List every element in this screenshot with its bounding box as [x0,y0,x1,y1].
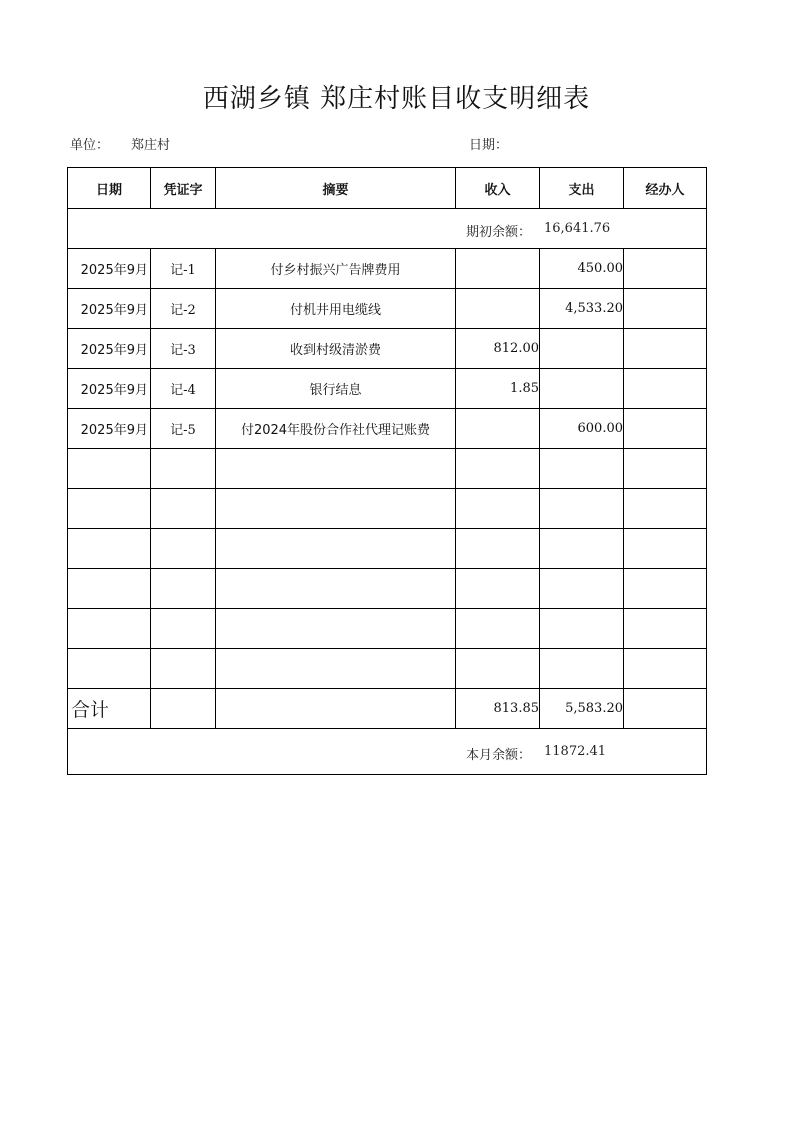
cell-handler [624,289,707,329]
date-label: 日期： [469,138,509,153]
table-row [68,489,707,529]
cell-handler [624,409,707,449]
header-summary: 摘要 [216,168,456,209]
closing-balance-label: 本月余额： [466,748,532,763]
total-income: 813.85 [456,689,540,729]
table-row [68,449,707,489]
cell-handler [624,609,707,649]
cell-voucher [151,529,216,569]
opening-balance-row [68,209,707,249]
cell-handler [624,649,707,689]
cell-date: 2025年9月 [68,289,151,329]
cell-summary: 付2024年股份合作社代理记账费 [216,409,456,449]
cell-date [68,609,151,649]
cell-income [456,649,540,689]
total-label: 合计 [68,689,151,729]
cell-handler [624,489,707,529]
cell-voucher [151,489,216,529]
total-handler-empty [624,689,707,729]
cell-summary [216,649,456,689]
cell-income [456,529,540,569]
cell-handler [624,529,707,569]
cell-income [456,249,540,289]
closing-balance-row [68,729,707,775]
cell-expense [540,489,624,529]
cell-voucher [151,449,216,489]
cell-voucher: 记-3 [151,329,216,369]
table-row [68,329,707,369]
ledger-table [67,167,707,775]
cell-handler [624,369,707,409]
total-summary-empty [216,689,456,729]
cell-handler [624,449,707,489]
total-expense: 5,583.20 [540,689,624,729]
total-voucher-empty [151,689,216,729]
cell-date: 2025年9月 [68,249,151,289]
cell-summary [216,529,456,569]
cell-date: 2025年9月 [68,409,151,449]
table-row [68,529,707,569]
table-row [68,249,707,289]
cell-date [68,529,151,569]
cell-summary [216,489,456,529]
cell-income [456,289,540,329]
cell-date [68,449,151,489]
cell-expense [540,529,624,569]
cell-income [456,489,540,529]
opening-balance-label: 期初余额： [466,225,532,240]
cell-summary: 银行结息 [216,369,456,409]
cell-voucher [151,569,216,609]
cell-voucher: 记-4 [151,369,216,409]
unit-line [70,134,170,153]
table-row [68,369,707,409]
cell-voucher [151,649,216,689]
cell-handler [624,329,707,369]
page-title: 西湖乡镇 郑庄村账目收支明细表 [202,84,591,114]
cell-summary [216,449,456,489]
cell-expense: 600.00 [540,409,624,449]
table-row [68,289,707,329]
cell-voucher [151,609,216,649]
header-income: 收入 [456,168,540,209]
header-date: 日期 [68,168,151,209]
cell-expense [540,449,624,489]
header-voucher: 凭证字 [151,168,216,209]
unit-label: 单位： [70,138,110,153]
cell-summary: 收到村级清淤费 [216,329,456,369]
cell-date [68,489,151,529]
cell-expense [540,649,624,689]
cell-voucher: 记-1 [151,249,216,289]
cell-income [456,609,540,649]
table-row [68,609,707,649]
header-expense: 支出 [540,168,624,209]
cell-summary [216,569,456,609]
table-row [68,569,707,609]
cell-summary: 付机井用电缆线 [216,289,456,329]
cell-expense [540,609,624,649]
cell-date: 2025年9月 [68,369,151,409]
header-handler: 经办人 [624,168,707,209]
cell-handler [624,249,707,289]
table-row [68,649,707,689]
cell-income [456,449,540,489]
cell-summary: 付乡村振兴广告牌费用 [216,249,456,289]
cell-expense [540,329,624,369]
cell-expense [540,369,624,409]
cell-expense: 450.00 [540,249,624,289]
cell-voucher: 记-2 [151,289,216,329]
closing-balance-value: 11872.41 [544,744,607,759]
cell-income: 812.00 [456,329,540,369]
cell-date [68,649,151,689]
opening-balance-value: 16,641.76 [544,221,611,236]
cell-income [456,409,540,449]
total-row [68,689,707,729]
cell-expense [540,569,624,609]
cell-voucher: 记-5 [151,409,216,449]
cell-income [456,569,540,609]
cell-income: 1.85 [456,369,540,409]
cell-handler [624,569,707,609]
cell-expense: 4,533.20 [540,289,624,329]
cell-date: 2025年9月 [68,329,151,369]
table-row [68,409,707,449]
cell-date [68,569,151,609]
cell-summary [216,609,456,649]
header-row [68,168,707,209]
unit-value: 郑庄村 [131,138,171,153]
